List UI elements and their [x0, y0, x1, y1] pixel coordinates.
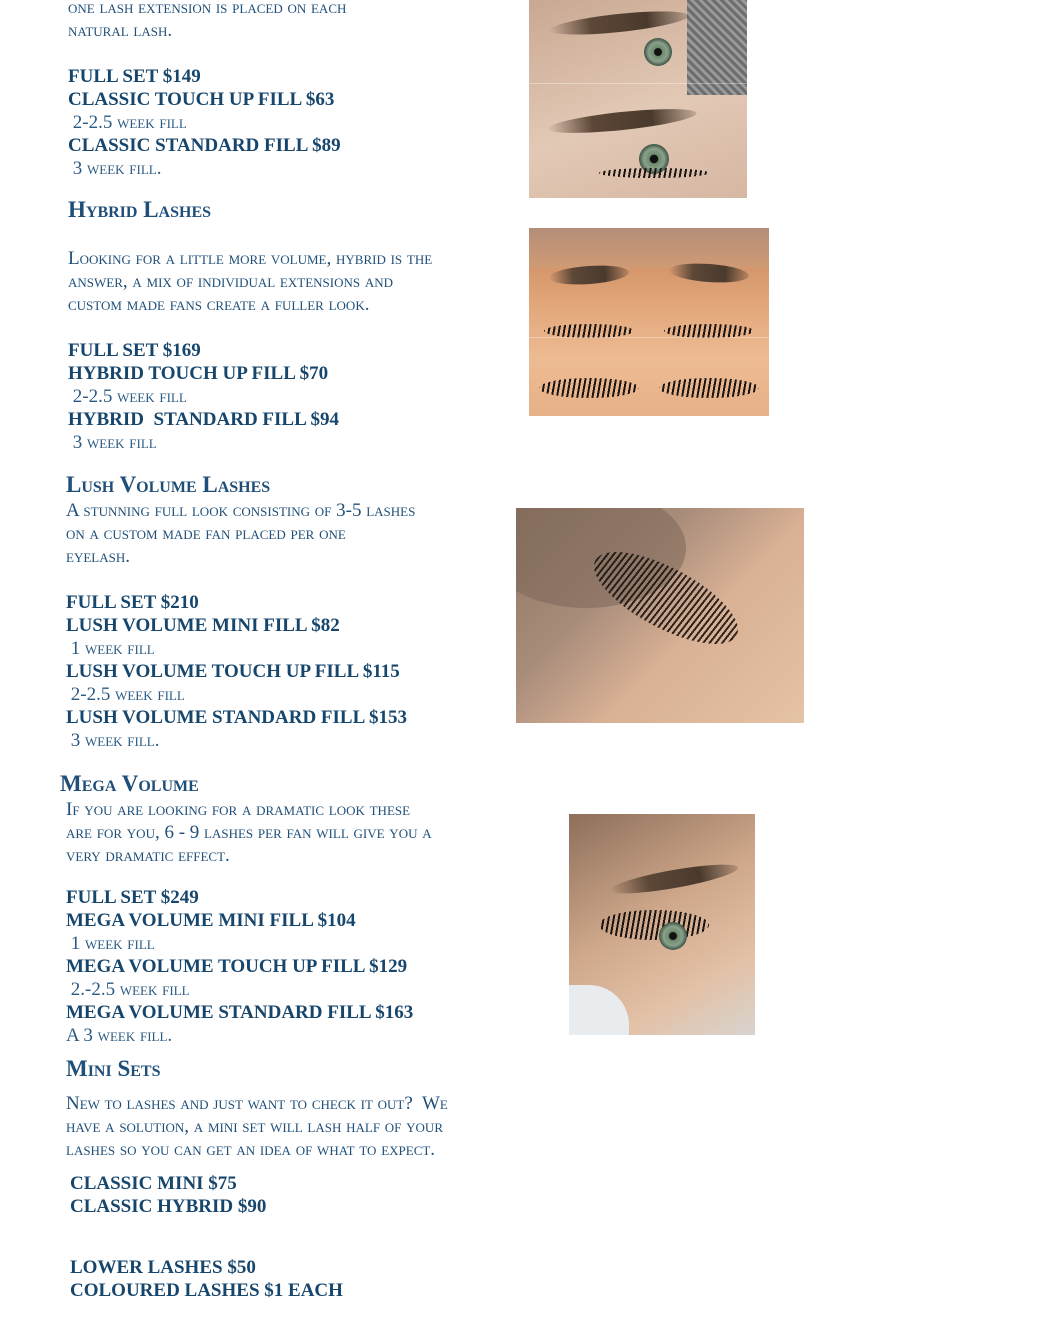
lush-volume-description [66, 499, 415, 752]
mega-volume-heading: Mega Volume [60, 771, 199, 796]
fill-note: 2-2.5 week fill [68, 386, 187, 407]
mini-intro-line: lashes so you can get an idea of what to expect. [66, 1139, 436, 1160]
price-line: FULL SET $169 [68, 340, 201, 361]
mega-volume-prices [66, 886, 413, 1047]
classic-description [68, 0, 346, 180]
mini-sets-description [66, 1092, 448, 1161]
lush-volume-photo [516, 508, 804, 723]
hybrid-intro-line: answer, a mix of individual extensions and [68, 271, 394, 292]
lush-intro-line: on a custom made fan placed per one [66, 523, 346, 544]
fill-note: 3 week fill [68, 432, 157, 453]
price-line: LOWER LASHES $50 [70, 1257, 256, 1278]
classic-intro-line: one lash extension is placed on each [68, 0, 347, 18]
price-line: CLASSIC HYBRID $90 [70, 1196, 267, 1217]
fill-note: 2.-2.5 week fill [66, 979, 190, 1000]
mega-volume-photo [569, 814, 755, 1035]
fill-note: 1 week fill [66, 638, 155, 659]
price-line: FULL SET $149 [68, 66, 201, 87]
price-line: CLASSIC TOUCH UP FILL $63 [68, 89, 335, 110]
fill-note: 1 week fill [66, 933, 155, 954]
price-line: FULL SET $210 [66, 592, 199, 613]
fill-note: 2-2.5 week fill [68, 112, 187, 133]
hybrid-heading: Hybrid Lashes [68, 197, 212, 222]
mini-intro-line: have a solution, a mini set will lash half of your [66, 1116, 443, 1137]
hybrid-intro-line: custom made fans create a fuller look. [68, 294, 370, 315]
lush-volume-heading: Lush Volume Lashes [66, 472, 271, 497]
price-line: LUSH VOLUME MINI FILL $82 [66, 615, 340, 636]
hybrid-description [68, 247, 432, 454]
mega-intro-line: are for you, 6 - 9 lashes per fan will give you a [66, 822, 432, 843]
fill-note: 3 week fill. [68, 158, 162, 179]
price-line: MEGA VOLUME TOUCH UP FILL $129 [66, 956, 408, 977]
price-line: CLASSIC MINI $75 [70, 1173, 237, 1194]
lush-intro-line: eyelash. [66, 546, 130, 567]
price-line: HYBRID TOUCH UP FILL $70 [68, 363, 329, 384]
price-line: CLASSIC STANDARD FILL $89 [68, 135, 341, 156]
price-line: MEGA VOLUME MINI FILL $104 [66, 910, 356, 931]
classic-intro-line: natural lash. [68, 20, 173, 41]
mega-intro-line: very dramatic effect. [66, 845, 230, 866]
classic-before-after-photo [529, 0, 747, 198]
price-line: LUSH VOLUME TOUCH UP FILL $115 [66, 661, 400, 682]
fill-note: A 3 week fill. [66, 1025, 173, 1046]
fill-note: 3 week fill. [66, 730, 160, 751]
mini-intro-line: New to lashes and just want to check it out? We [66, 1093, 448, 1114]
mega-volume-description [66, 798, 432, 867]
hybrid-intro-line: Looking for a little more volume, hybrid is the [68, 248, 433, 269]
price-line: MEGA VOLUME STANDARD FILL $163 [66, 1002, 414, 1023]
price-line: LUSH VOLUME STANDARD FILL $153 [66, 707, 407, 728]
fill-note: 2-2.5 week fill [66, 684, 185, 705]
price-line: HYBRID STANDARD FILL $94 [68, 409, 339, 430]
lush-intro-line: A stunning full look consisting of 3-5 lashes [66, 500, 416, 521]
mini-sets-prices [70, 1172, 266, 1218]
hybrid-before-after-photo [529, 228, 769, 416]
mega-intro-line: If you are looking for a dramatic look these [66, 799, 411, 820]
mini-sets-heading: Mini Sets [66, 1056, 161, 1081]
price-line: COLOURED LASHES $1 EACH [70, 1280, 343, 1301]
extras-prices [70, 1256, 343, 1302]
price-line: FULL SET $249 [66, 887, 199, 908]
